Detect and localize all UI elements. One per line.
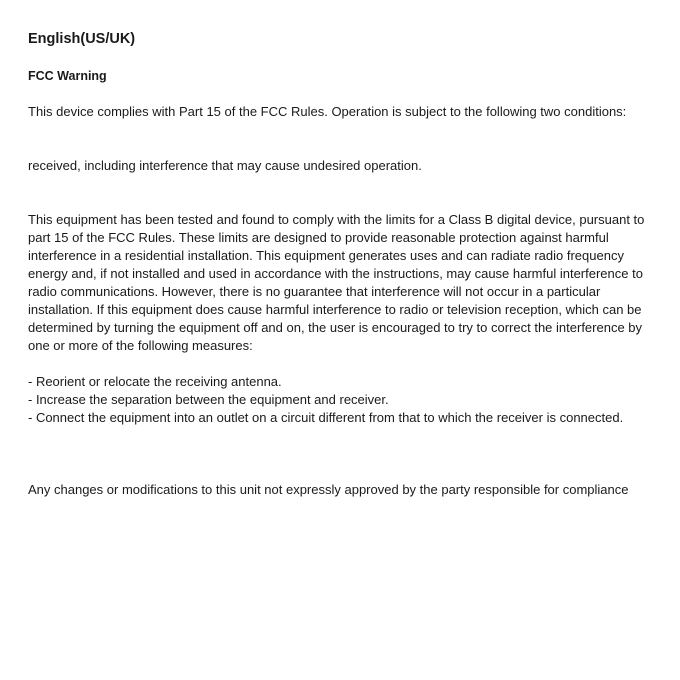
condition-tail-text: received, including interference that may cause undesired operation. <box>28 158 422 173</box>
list-item: - Connect the equipment into an outlet on a circuit different from that to which the receiver is connected. <box>28 410 624 425</box>
list-item: - Increase the separation between the equipment and receiver. <box>28 392 389 407</box>
intro-text: This device complies with Part 15 of the FCC Rules. Operation is subject to the following two conditions: <box>28 104 627 119</box>
modifications-note: Any changes or modifications to this unit not expressly approved by the party responsible for compliance <box>28 482 629 497</box>
list-item: - Reorient or relocate the receiving antenna. <box>28 374 282 389</box>
class-b-paragraph: This equipment has been tested and found to comply with the limits for a Class B digital device, pursuant to part 15 of the FCC Rules. These limits are designed to provide reasonable protection against harmful interference in a residential installation. This equipment generates uses and can radiate radio frequency energy and, if not installed and used in accordance with the instructions, may cause harmful interference to radio communications. However, there is no guarantee that interference will not occur in a particular installation. If this equipment does cause harmful interference to radio or television reception, which can be determined by turning the equipment off and on, the user is encouraged to try to correct the interference by one or more of the following measures: <box>28 212 645 353</box>
measures-list <box>28 373 623 427</box>
section-heading: FCC Warning <box>28 69 107 83</box>
language-heading: English(US/UK) <box>28 31 136 47</box>
